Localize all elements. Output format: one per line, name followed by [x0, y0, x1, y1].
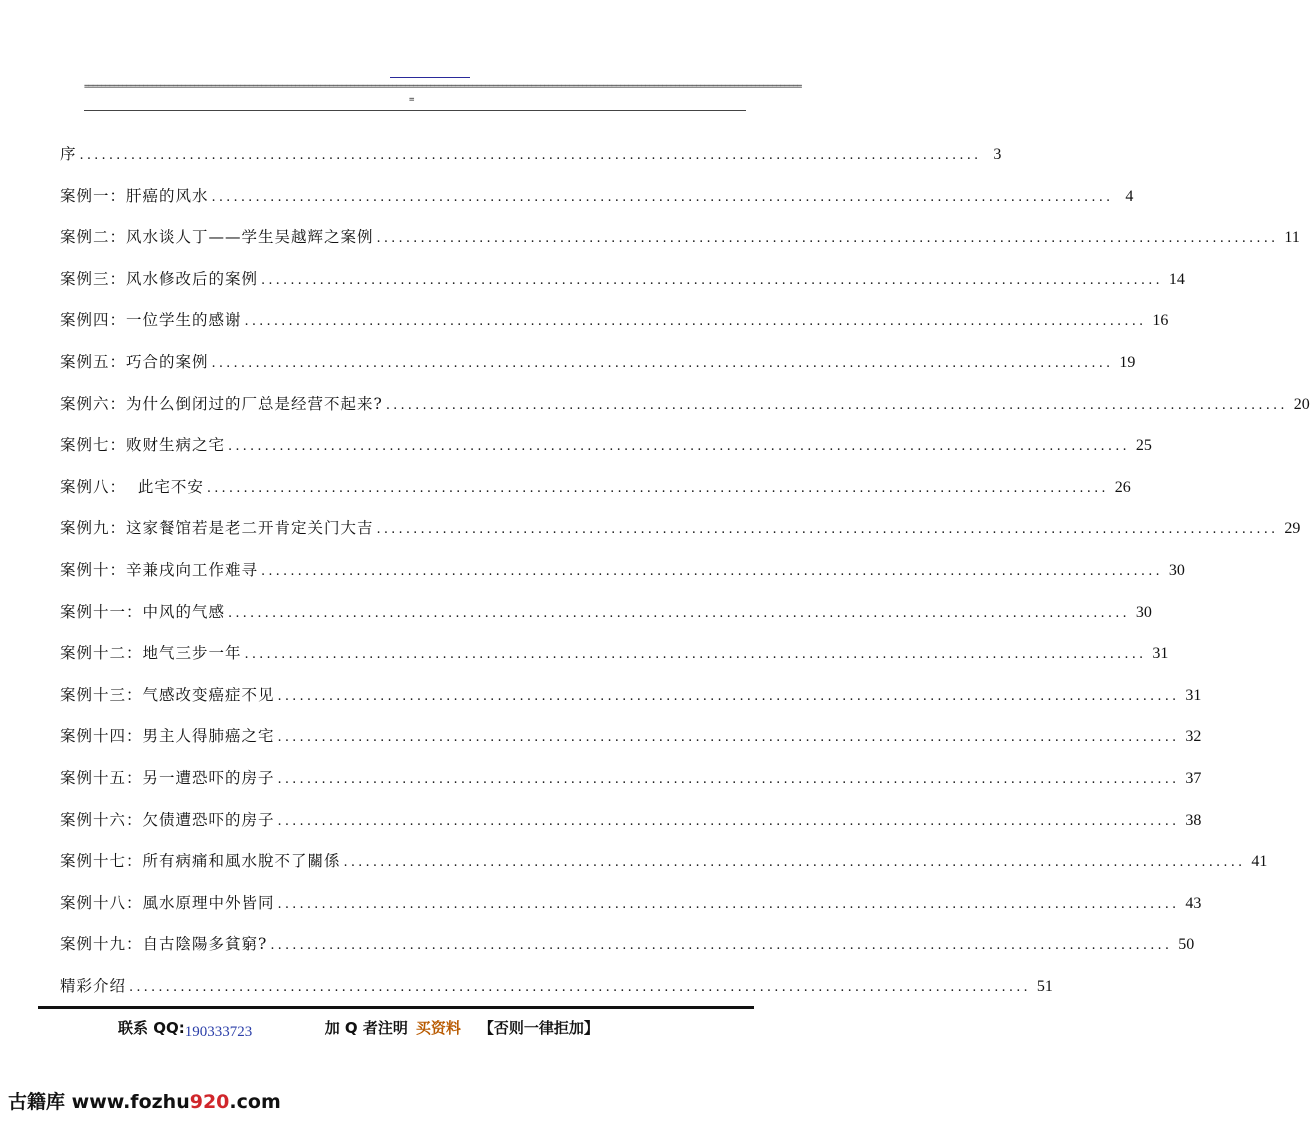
toc-entry-page: 20 [1293, 395, 1310, 413]
toc-entry[interactable] [60, 140, 1002, 182]
toc-entry-page: 41 [1251, 853, 1268, 871]
toc-entry-page: 19 [1119, 353, 1136, 371]
toc-entry-title: 案例六：为什么倒闭过的厂总是经营不起来? [60, 394, 383, 413]
toc-leader-dots: ........................................................................................................................... [343, 855, 1246, 871]
toc-entry-page: 37 [1185, 769, 1202, 787]
toc-entry-title: 案例五：巧合的案例 [60, 352, 209, 371]
toc-entry-page: 38 [1185, 811, 1202, 829]
table-of-contents [60, 140, 1310, 1013]
toc-leader-dots: ........................................................................................................................... [385, 397, 1288, 413]
toc-leader-dots: ........................................................................................................................... [244, 647, 1147, 663]
toc-entry-page: 26 [1114, 478, 1131, 496]
toc-entry[interactable] [60, 889, 1202, 931]
toc-entry-title: 案例四：一位学生的感谢 [60, 311, 242, 330]
note-prefix: 加 Q 者注明 [324, 1019, 408, 1037]
toc-entry-page: 30 [1168, 561, 1185, 579]
toc-entry-title: 案例十三：气感改变癌症不见 [60, 685, 275, 704]
toc-leader-dots: ........................................................................................................................... [129, 979, 1031, 995]
toc-entry[interactable] [60, 348, 1136, 390]
toc-entry-page: 4 [1125, 187, 1134, 205]
toc-entry-page: 43 [1185, 894, 1202, 912]
toc-entry[interactable] [60, 265, 1185, 307]
toc-entry-page: 3 [993, 146, 1002, 163]
note-buy: 买资料 [415, 1019, 461, 1037]
site-url-suffix: .com [229, 1091, 281, 1113]
toc-leader-dots: ........................................................................................................................... [261, 272, 1163, 288]
toc-entry-page: 25 [1135, 437, 1152, 455]
contact-label: 联系 QQ: [118, 1019, 185, 1037]
toc-entry-title: 案例十九：自古陰陽多貧窮? [60, 935, 268, 954]
toc-entry[interactable] [60, 556, 1185, 598]
toc-leader-dots: ........................................................................................................................... [206, 480, 1109, 496]
toc-entry[interactable] [60, 847, 1268, 889]
toc-entry[interactable] [60, 722, 1202, 764]
toc-leader-dots: ........................................................................................................................... [228, 439, 1130, 455]
header-short-line [390, 77, 470, 78]
toc-entry-page: 14 [1168, 270, 1185, 288]
toc-entry-title: 案例九：这家餐馆若是老二开肯定关门大吉 [60, 519, 374, 538]
toc-entry[interactable] [60, 223, 1300, 265]
toc-entry[interactable] [60, 681, 1202, 723]
site-url-accent: 920 [189, 1091, 230, 1113]
toc-entry-title: 案例八： 此宅不安 [60, 477, 204, 496]
toc-leader-dots: ........................................................................................................................... [277, 730, 1180, 746]
toc-entry-title: 案例七：败财生病之宅 [60, 436, 226, 455]
toc-entry-title: 序 [60, 145, 77, 163]
toc-leader-dots: ........................................................................................................................... [376, 231, 1279, 247]
toc-entry-title: 案例二：风水谈人丁——学生吴越辉之案例 [60, 228, 374, 247]
toc-entry[interactable] [60, 473, 1131, 515]
toc-leader-dots: ........................................................................................................................... [376, 522, 1279, 538]
toc-leader-dots: ........................................................................................................................... [211, 355, 1114, 371]
toc-leader-dots: ........................................................................................................................... [277, 688, 1180, 704]
header-equals-rule: ========================================================================================================================================================================== [84, 82, 802, 92]
toc-entry[interactable] [60, 514, 1301, 556]
toc-entry-title: 案例十六：欠债遭恐吓的房子 [60, 810, 275, 829]
toc-entry-page: 16 [1152, 312, 1169, 330]
footer-contact [118, 1016, 678, 1041]
toc-entry-title: 案例一：肝癌的风水 [60, 186, 209, 205]
toc-entry-page: 11 [1284, 229, 1300, 247]
toc-entry-title: 案例三：风水修改后的案例 [60, 269, 259, 288]
toc-leader-dots: ........................................................................................................................... [261, 563, 1163, 579]
toc-leader-dots: ........................................................................................................................... [277, 896, 1180, 912]
toc-entry[interactable] [60, 639, 1169, 681]
note-reject: 【否则一律拒加】 [478, 1019, 599, 1037]
qq-number[interactable]: 190333723 [184, 1024, 253, 1040]
toc-entry-page: 50 [1178, 936, 1195, 954]
header-equals-tail: = [409, 95, 415, 105]
header-divider [84, 110, 746, 111]
toc-entry-title: 案例十七：所有病痛和風水脫不了關係 [60, 852, 341, 871]
toc-entry-page: 29 [1284, 520, 1301, 538]
toc-entry-page: 31 [1185, 686, 1202, 704]
footer-divider [38, 1006, 754, 1009]
site-watermark[interactable] [8, 1090, 281, 1114]
site-url-prefix: www.fozhu [71, 1091, 190, 1113]
toc-entry-title: 案例十五：另一遭恐吓的房子 [60, 768, 275, 787]
toc-entry[interactable] [60, 431, 1152, 473]
toc-entry-title: 案例十二：地气三步一年 [60, 644, 242, 663]
toc-entry-title: 案例十：辛兼戌向工作难寻 [60, 560, 259, 579]
toc-entry[interactable] [60, 182, 1134, 224]
toc-leader-dots: ........................................................................................................................... [211, 189, 1114, 205]
toc-entry-page: 31 [1152, 645, 1169, 663]
toc-leader-dots: ........................................................................................................................... [270, 938, 1173, 954]
toc-entry-page: 32 [1185, 728, 1202, 746]
toc-entry-title: 案例十一：中风的气感 [60, 602, 226, 621]
toc-entry[interactable] [60, 764, 1202, 806]
toc-entry[interactable] [60, 806, 1202, 848]
toc-entry-page: 30 [1135, 603, 1152, 621]
toc-entry-title: 案例十四：男主人得肺癌之宅 [60, 727, 275, 746]
toc-entry-title: 精彩介绍 [60, 976, 127, 995]
toc-leader-dots: ........................................................................................................................... [277, 813, 1180, 829]
toc-entry-page: 51 [1036, 977, 1053, 995]
toc-leader-dots: ........................................................................................................................... [244, 314, 1147, 330]
toc-entry[interactable] [60, 306, 1169, 348]
toc-entry[interactable] [60, 598, 1152, 640]
toc-entry-title: 案例十八：風水原理中外皆同 [60, 893, 275, 912]
toc-leader-dots: ........................................................................................................................... [79, 148, 982, 163]
toc-leader-dots: ........................................................................................................................... [228, 605, 1130, 621]
toc-leader-dots: ........................................................................................................................... [277, 771, 1180, 787]
toc-entry[interactable] [60, 390, 1310, 432]
toc-entry[interactable] [60, 930, 1195, 972]
site-name: 古籍库 [8, 1091, 66, 1113]
